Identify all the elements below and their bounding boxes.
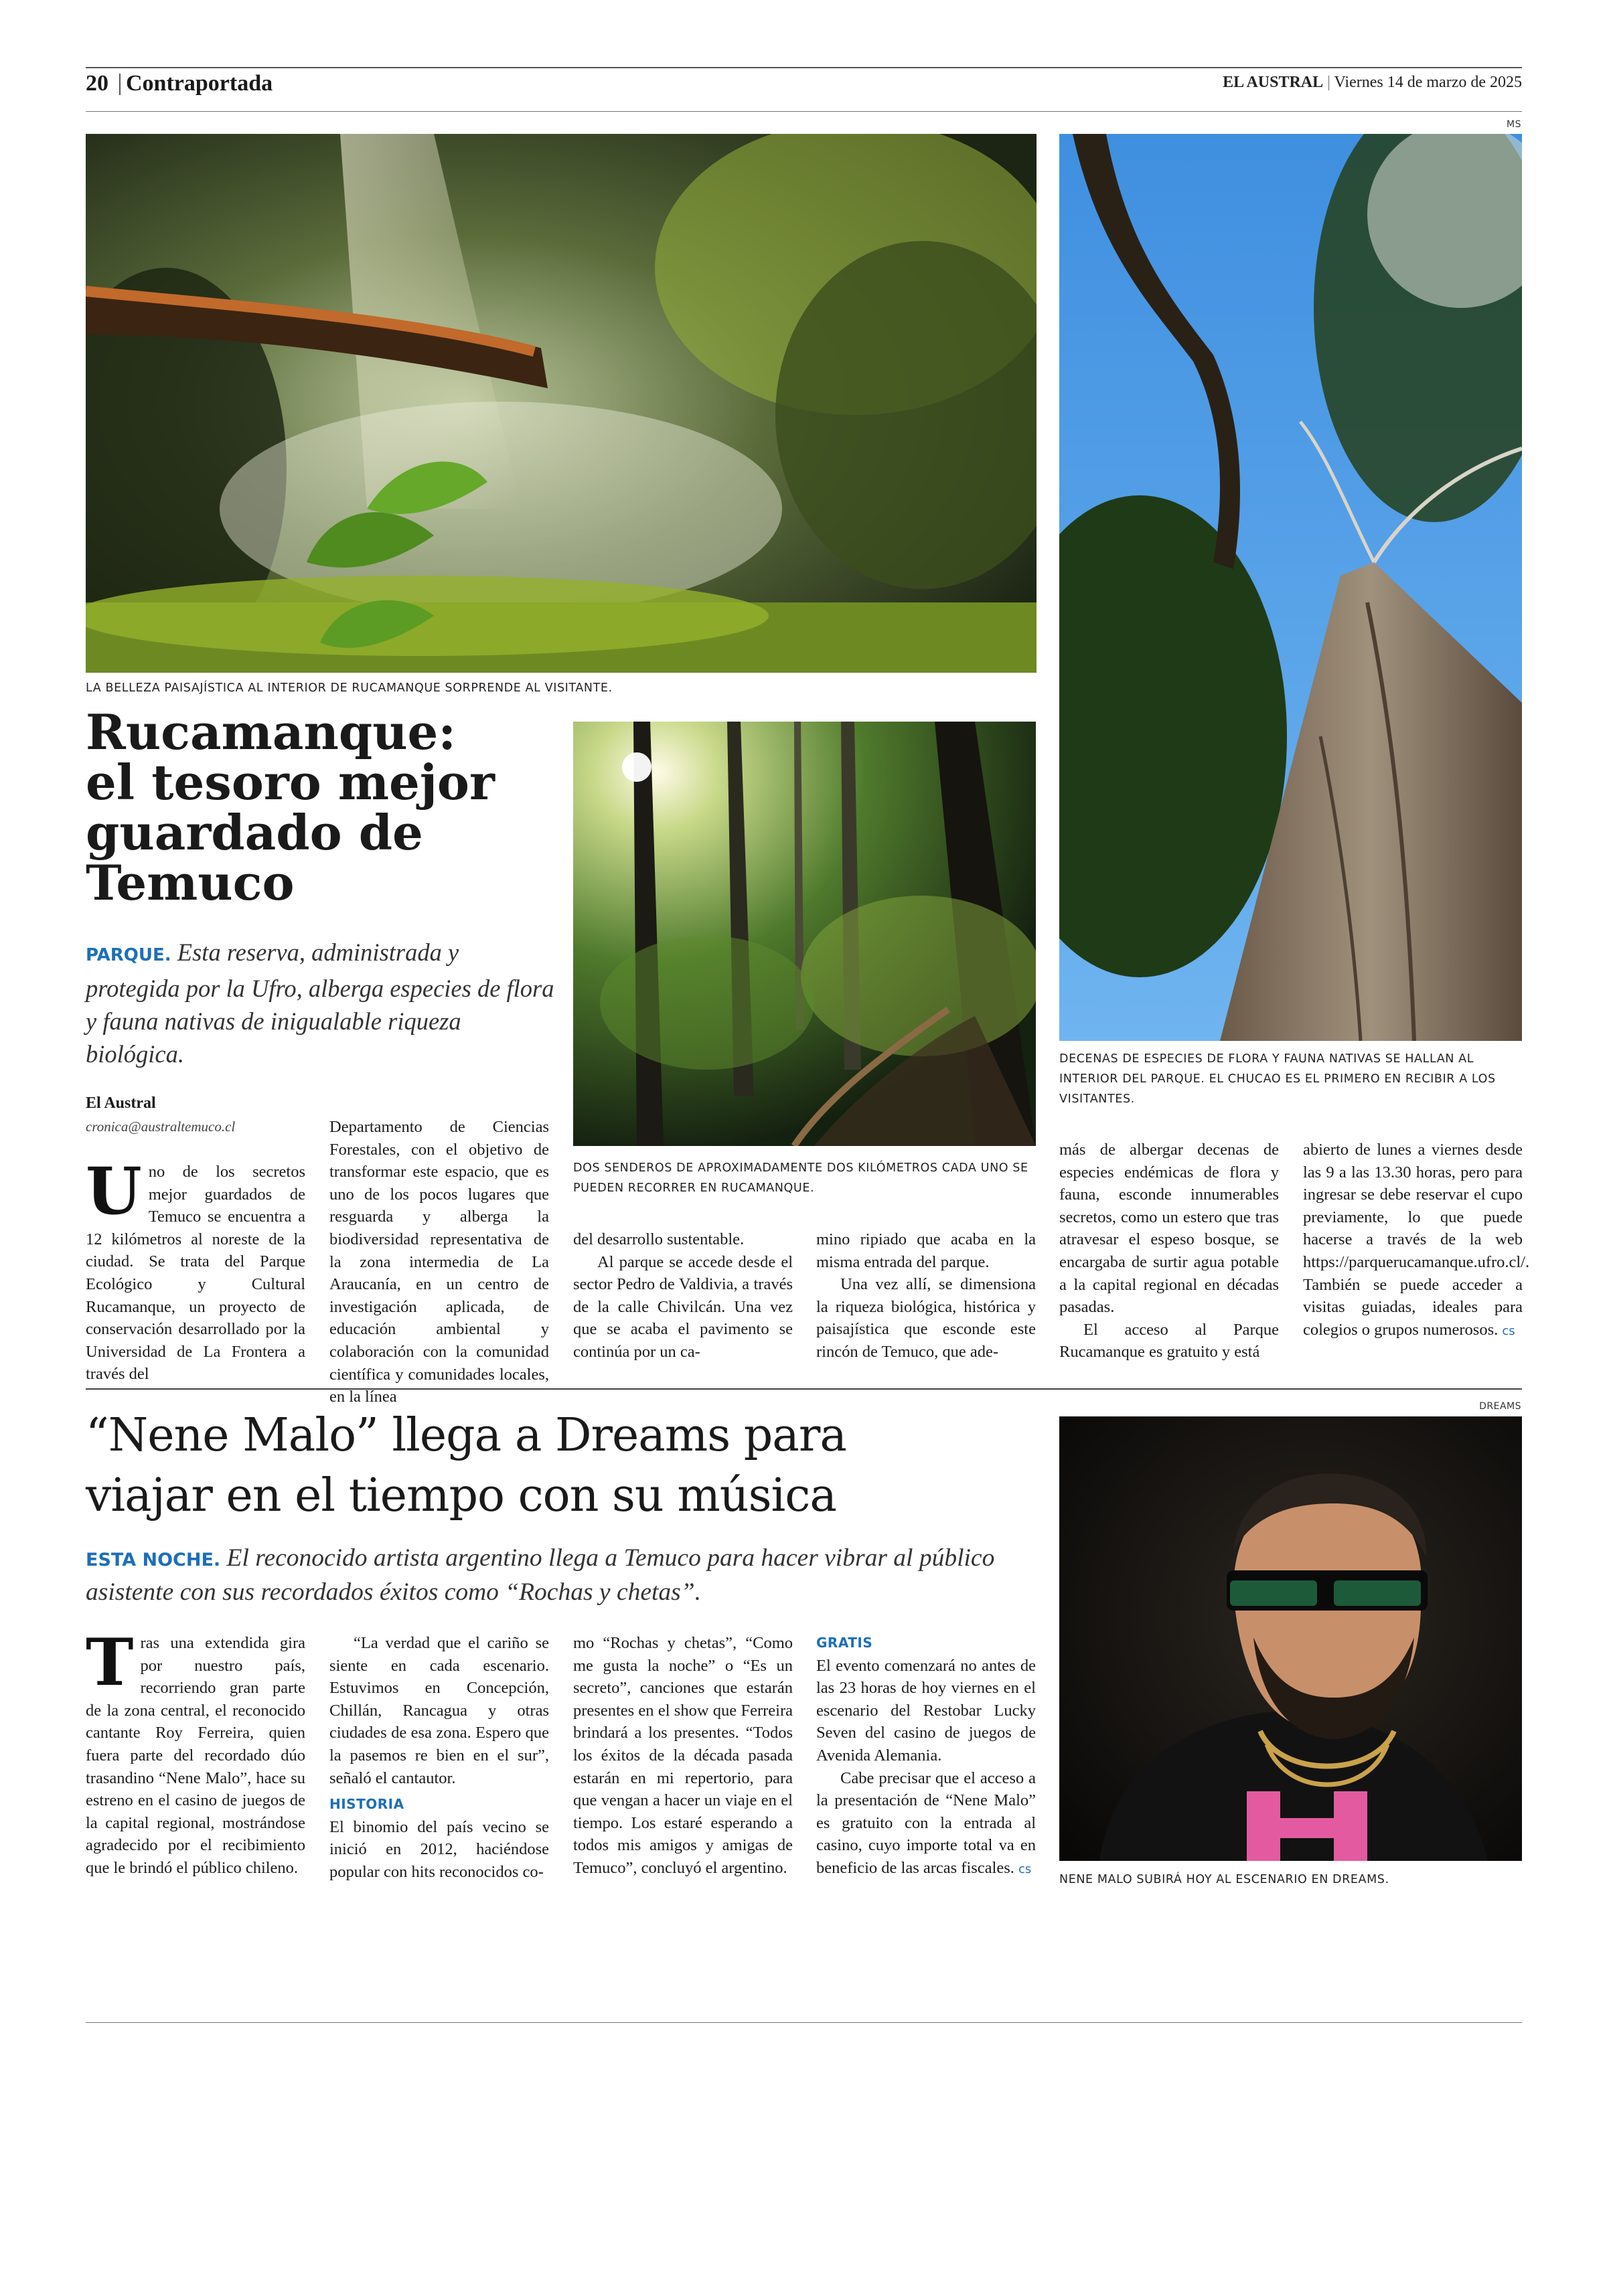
article1-col5-p2: El acceso al Parque Rucamanque es gratuito y está	[1059, 1320, 1279, 1362]
article1-deck	[86, 936, 554, 1070]
article2-col2-p2: El binomio del país vecino se inició en 2012, haciéndose popular con hits reconocidos co-	[329, 1817, 549, 1881]
article2-col2-p1: “La verdad que el cariño se siente en cada escenario. Estuvimos en Concepción, Chillán, Rancagua y otras ciudades de esa zona. Espero que la pasemos re bien en el sur”, señaló el cantautor.	[329, 1634, 549, 1787]
issue-date: Viernes 14 de marzo de 2025	[1334, 74, 1522, 91]
article1-col4-p1: mino ripiado que acaba en la misma entrada del parque.	[816, 1230, 1036, 1271]
article2-headline-line-2: viajar en el tiempo con su música	[86, 1469, 836, 1522]
article2-col-3	[573, 1632, 793, 1880]
article1-col-3	[573, 1228, 793, 1364]
top-rule	[86, 67, 1522, 68]
article1-col-1	[86, 1153, 305, 1386]
article-divider	[86, 1388, 1522, 1390]
section-title: Contraportada	[126, 71, 273, 96]
article2-col-1	[86, 1625, 305, 1880]
article1-col-4	[816, 1228, 1036, 1364]
masthead-date: EL AUSTRAL | Viernes 14 de marzo de 2025	[1223, 74, 1522, 91]
byline-email: cronica@australtemuco.cl	[86, 1119, 236, 1135]
photo-credit-dreams: DREAMS	[1479, 1401, 1521, 1412]
article2-kicker: ESTA NOCHE.	[86, 1550, 221, 1570]
article1-deck-text: Esta reserva, administrada y protegida por la Ufro, alberga especies de flora y fauna nativas de inigualable riqueza biológica.	[86, 938, 554, 1068]
article1-headline	[86, 704, 554, 911]
drop-cap-u: U	[86, 1153, 142, 1229]
nene-malo-photo	[1059, 1416, 1522, 1861]
article1-kicker: PARQUE.	[86, 945, 171, 965]
article1-col-6	[1303, 1139, 1530, 1342]
end-mark-icon: cs	[1502, 1323, 1515, 1338]
end-mark-icon-2: cs	[1018, 1862, 1032, 1876]
photo-caption-3: DECENAS DE ESPECIES DE FLORA Y FAUNA NATIVAS SE HALLAN AL INTERIOR DEL PARQUE. EL CHUCAO ES EL PRIMERO EN RECIBIR A LOS VISITANTES.	[1059, 1052, 1496, 1106]
newspaper-name: EL AUSTRAL	[1223, 74, 1324, 91]
subhead-historia: HISTORIA	[329, 1796, 404, 1813]
article2-col-4	[816, 1632, 1036, 1881]
article2-col-2	[329, 1632, 549, 1884]
headline-line-4: Temuco	[86, 854, 295, 911]
page-number: 20	[86, 71, 108, 96]
tree-canopy-photo	[1059, 134, 1522, 1041]
article1-col1-text: no de los secretos mejor guardados de Temuco se encuentra a 12 kilómetros al noreste de la ciudad. Se trata del Parque Ecológico y Cultural Rucamanque, un proyecto de conservación desarrollado por la Universidad de La Frontera a través del	[86, 1163, 305, 1384]
nene-malo-caption: NENE MALO SUBIRÁ HOY AL ESCENARIO EN DREAMS.	[1059, 1873, 1389, 1886]
header-rule	[86, 111, 1522, 112]
headline-line-3: guardado de	[86, 804, 423, 861]
article1-col-2	[329, 1116, 549, 1408]
article1-col6-text: abierto de lunes a viernes desde las 9 a las 13.30 horas, pero para ingresar se debe reservar el cupo previamente, lo que puede hacerse a través de la web https://parquerucamanque.ufro.cl/. También se puede acceder a visitas guiadas, ideales para colegios o grupos numerosos.	[1303, 1141, 1530, 1339]
article1-col2-text: Departamento de Ciencias Forestales, con el objetivo de transformar este espacio, que es uno de los pocos lugares que resguarda y alberga la biodiversidad representativa de la zona intermedia de La Araucanía, en un centro de investigación aplicada, de educación ambiental y colaboración con la comunidad científica y comunidades locales, en la línea	[329, 1118, 549, 1406]
article2-headline	[86, 1406, 1050, 1526]
forest-path-photo	[573, 722, 1036, 1146]
photo-caption-1: LA BELLEZA PAISAJÍSTICA AL INTERIOR DE RUCAMANQUE SORPRENDE AL VISITANTE.	[86, 681, 613, 695]
subhead-gratis: GRATIS	[816, 1635, 873, 1651]
article2-deck-text: El reconocido artista argentino llega a Temuco para hacer vibrar al público asistente con sus recordados éxitos como “Rochas y chetas”.	[86, 1544, 995, 1606]
article2-col1-text: ras una extendida gira por nuestro país, recorriendo gran parte de la zona central, el reconocido cantante Roy Ferreira, quien fuera parte del recordado dúo trasandino “Nene Malo”, hace su estreno en el casino de juegos de la capital regional, mostrándose agradecido por el recibimiento que le brindó el público chileno.	[86, 1634, 305, 1877]
article1-col3-p2: Al parque se accede desde el sector Pedro de Valdivia, a través de la calle Chivilcán. Una vez que se acaba el pavimento se continúa por un ca-	[573, 1252, 793, 1361]
article1-col4-p2: Una vez allí, se dimensiona la riqueza biológica, histórica y paisajística que esconde este rincón de Temuco, que ade-	[816, 1275, 1036, 1361]
article1-col-5	[1059, 1139, 1279, 1364]
article2-col4-p1: El evento comenzará no antes de las 23 horas de hoy viernes en el escenario del Restobar Lucky Seven del casino de juegos de Avenida Alemania.	[816, 1656, 1036, 1765]
article2-col4-p2: Cabe precisar que el acceso a la presentación de “Nene Malo” es gratuito con la entrada al casino, cuyo importe total va en beneficio de las arcas fiscales.	[816, 1769, 1036, 1877]
drop-cap-t: T	[86, 1625, 134, 1700]
byline: El Austral	[86, 1094, 156, 1112]
headline-line-2: el tesoro mejor	[86, 754, 495, 811]
article2-col3-text: mo “Rochas y chetas”, “Como me gusta la noche” o “Es un secreto”, canciones que estarán presentes en el show que Ferreira brindará a los presentes. “Todos los éxitos de la década pasada estarán en mi repertorio, para que vengan a hacer un viaje en el tiempo. Los estaré esperando a todos mis amigos y amigas de Temuco”, concluyó el argentino.	[573, 1634, 793, 1877]
photo-caption-2: DOS SENDEROS DE APROXIMADAMENTE DOS KILÓMETROS CADA UNO SE PUEDEN RECORRER EN RUCAMANQUE.	[573, 1161, 1028, 1195]
headline-line-1: Rucamanque:	[86, 704, 456, 760]
article1-col5-p1: más de albergar decenas de especies endémicas de flora y fauna, esconde innumerables secretos, como un estero que tras atravesar el espeso bosque, se encargaba de surtir agua potable a la capital regional en décadas pasadas.	[1059, 1141, 1279, 1317]
article2-headline-line-1: “Nene Malo” llega a Dreams para	[86, 1409, 846, 1462]
bottom-rule	[86, 2022, 1522, 2023]
article1-col3-p1: del desarrollo sustentable.	[573, 1230, 745, 1248]
article2-deck	[86, 1542, 1050, 1609]
header-divider	[119, 74, 121, 95]
forest-log-photo	[86, 134, 1037, 673]
photo-credit-top: MS	[1507, 119, 1521, 130]
